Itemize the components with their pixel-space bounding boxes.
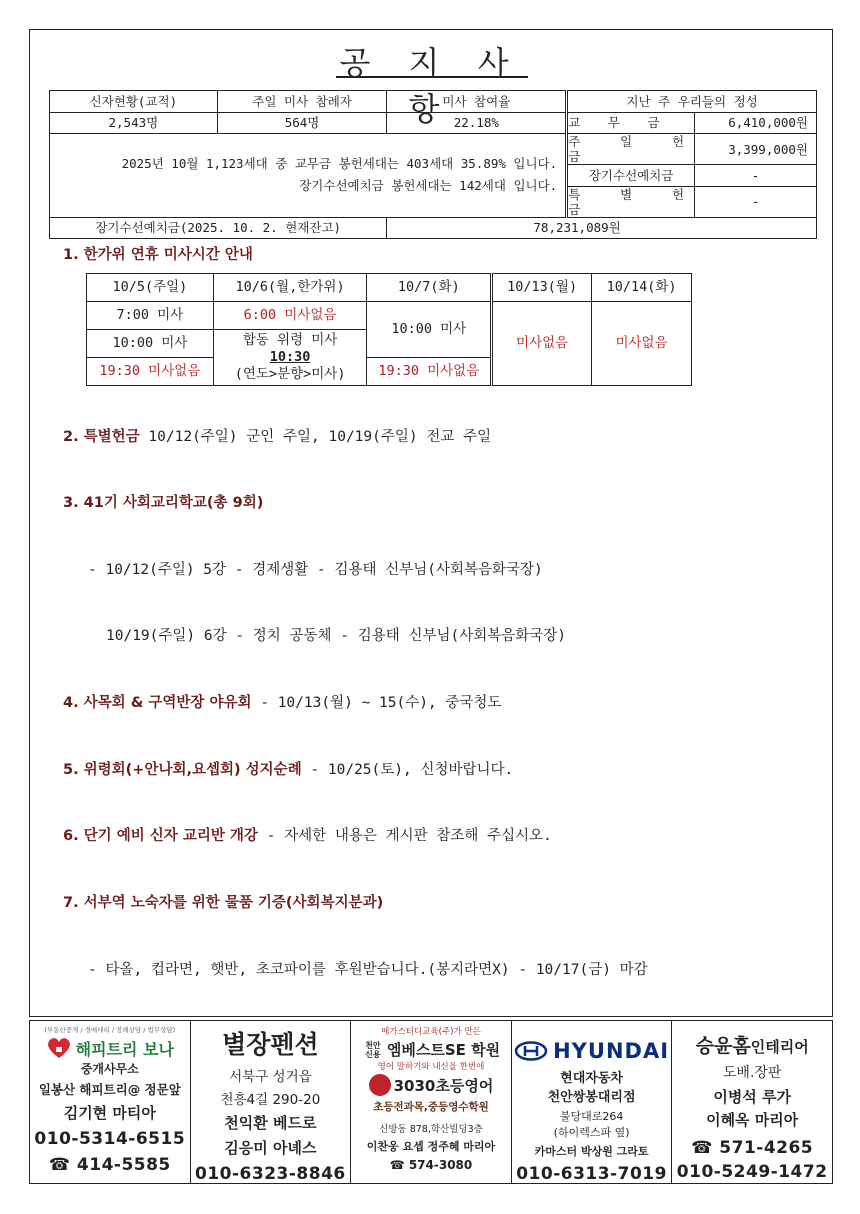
stats-attendance-value: 564명 [217,112,387,134]
stats-header-rate: 미사 참여율 [387,91,567,113]
stats-message-line1: 2025년 10월 1,123세대 중 교무금 봉헌세대는 403세대 35.89% 입니다. [121,156,558,172]
ad-name-suffix: 인테리어 [750,1038,809,1056]
deposit-label: 장기수선예치금(2025. 10. 2. 현재잔고) [50,217,387,239]
section-7-line1: - 타올, 컵라면, 햇반, 초코파이를 후원받습니다.(봉지라면X) - 10/17(금) 마감 [88,962,648,978]
ad-person: 김응미 아녜스 [224,1139,317,1157]
ad-sub: 천안쌍봉대리점 [547,1090,636,1105]
stats-header-offerings: 지난 주 우리들의 정성 [567,91,817,113]
mass-header: 10/14(화) [592,274,692,302]
offering-label: 주 일 헌 금 [568,134,695,164]
ad-person: 김기현 마티아 [63,1104,156,1122]
offering-value: 6,410,000원 [695,112,817,134]
memorial-mass-time: 10:30 [269,349,311,365]
offering-value: - [695,186,817,217]
mass-cell: 미사없음 [492,302,592,386]
ad-hyundai [512,1021,673,1183]
mass-cell: 10:00 미사 [87,330,214,358]
ad-addr: (하이렉스파 옆) [553,1126,630,1139]
section-4: 4. 사목회 & 구역반장 야유회 - 10/13(월) ~ 15(수), 중국청도 [63,695,502,711]
ad-brand: HYUNDAI [553,1039,670,1063]
ad-name: 엠베스트SE 학원 [386,1041,501,1059]
ad-small-text: (부동산중개 / 경매대리 / 장례상담 / 법무상담) [44,1026,176,1034]
ad-name: 승윤홈 [695,1035,751,1057]
ad-person: 카마스터 박상원 그라토 [534,1145,649,1158]
ad-name: 해피트리 보나 [75,1039,174,1059]
section-3-line2: 10/19(주일) 6강 - 정치 공동체 - 김용태 신부님(사회복음화국장) [106,628,567,644]
ad-happytree [30,1021,191,1183]
ad-byeoljang [191,1021,352,1183]
ad-name: 별장펜션 [222,1030,319,1059]
title-underline [336,76,528,78]
heart-logo-icon [46,1036,72,1060]
memorial-mass-order: (연도>분향>미사) [234,366,346,382]
ad-tel: ☎ 571-4265 [691,1138,814,1158]
offering-label: 특 별 헌 금 [568,186,695,217]
offering-value: 3,399,000원 [695,134,817,165]
ad-phone: 010-5314-6515 [34,1129,186,1149]
section-3-heading: 3. 41기 사회교리학교(총 9회) [63,495,264,511]
mass-cell: 19:30 미사없음 [87,358,214,386]
page-title: 공 지 사 항 [339,44,523,128]
ad-name: 현대자동차 [560,1071,623,1086]
ad-tel: ☎ 414-5585 [48,1155,171,1175]
notice-board [29,29,833,1017]
section-7-heading: 7. 서부역 노숙자를 위한 물품 기증(사회복지분과) [63,895,384,911]
stats-members-value: 2,543명 [50,112,218,134]
ad-person: 이병석 루가 [713,1088,792,1106]
ad-person: 이찬웅 요셉 정주혜 마리아 [366,1140,496,1153]
stats-header-attendance: 주일 미사 참례자 [217,91,387,113]
mass-cell: 7:00 미사 [87,302,214,330]
ad-person: 천익환 베드로 [224,1114,317,1132]
section-6: 6. 단기 예비 신자 교리반 개강 - 자세한 내용은 게시판 참조해 주십시오. [63,828,552,844]
ad-name2: 3030초등영어 [393,1076,494,1095]
mass-header: 10/5(주일) [87,274,214,302]
ad-seungyunhome [672,1021,832,1183]
mass-cell-memorial [213,330,367,386]
stats-header-members: 신자현황(교적) [50,91,218,113]
ad-addr: 일봉산 해피트리@ 정문앞 [38,1082,181,1097]
mass-cell: 10:00 미사 [367,302,492,358]
ad-sub: 중개사무소 [80,1062,139,1076]
ad-person: 이혜옥 마리아 [706,1111,799,1129]
ad-phone: 010-6313-7019 [516,1164,667,1184]
sponsor-ads [29,1020,833,1184]
section-1-heading: 1. 한가위 연휴 미사시간 안내 [63,247,253,263]
ad-addr: 서북구 성거읍 [229,1069,312,1085]
ad-tel: ☎ 574-3080 [389,1158,473,1172]
ad-sub: 초등전과목,중등영수학원 [373,1101,489,1113]
mass-cell: 19:30 미사없음 [367,358,492,386]
mass-header: 10/7(화) [367,274,492,302]
mass-cell: 미사없음 [592,302,692,386]
mass-header: 10/6(월,한가위) [213,274,367,302]
ad-small-text: 메가스터디교육(주)가 만든 [381,1027,481,1037]
mass-schedule-table [86,273,692,386]
offering-label: 교 무 금 [567,112,695,134]
ad-phone: 010-6323-8846 [195,1164,346,1184]
memorial-mass-title: 합동 위령 미사 [242,332,338,348]
stats-message [50,134,567,218]
section-2: 2. 특별헌금 10/12(주일) 군인 주일, 10/19(주일) 전교 주일 [63,429,492,445]
deposit-value: 78,231,089원 [387,217,817,239]
offering-value: - [695,165,817,187]
ad-addr: 천흥4길 290-20 [220,1092,321,1108]
section-5: 5. 위령회(+안나회,요셉회) 성지순례 - 10/25(토), 신청바랍니다. [63,762,514,778]
ad-mbest [351,1021,512,1183]
3030-logo-icon [369,1074,391,1096]
mass-header: 10/13(월) [492,274,592,302]
stats-rate-value: 22.18% [387,112,567,134]
ad-addr: 신방동 878,학산빌딩3층 [379,1124,483,1135]
offering-label: 장기수선예치금 [567,165,695,187]
ad-brand-small: 천안 신용 [365,1040,381,1059]
ad-slogan: 영어 말하기와 내신을 한번에 [377,1062,485,1072]
mass-cell: 6:00 미사없음 [213,302,367,330]
stats-message-line2: 장기수선예치금 봉헌세대는 142세대 입니다. [299,178,558,194]
hyundai-logo-icon [514,1041,548,1061]
section-3-line1: - 10/12(주일) 5강 - 경제생활 - 김용태 신부님(사회복음화국장) [88,562,543,578]
ad-sub: 도배.장판 [722,1065,782,1081]
stats-table [49,90,817,239]
ad-phone: 010-5249-1472 [676,1162,828,1182]
ad-addr: 불당대로264 [559,1110,624,1123]
